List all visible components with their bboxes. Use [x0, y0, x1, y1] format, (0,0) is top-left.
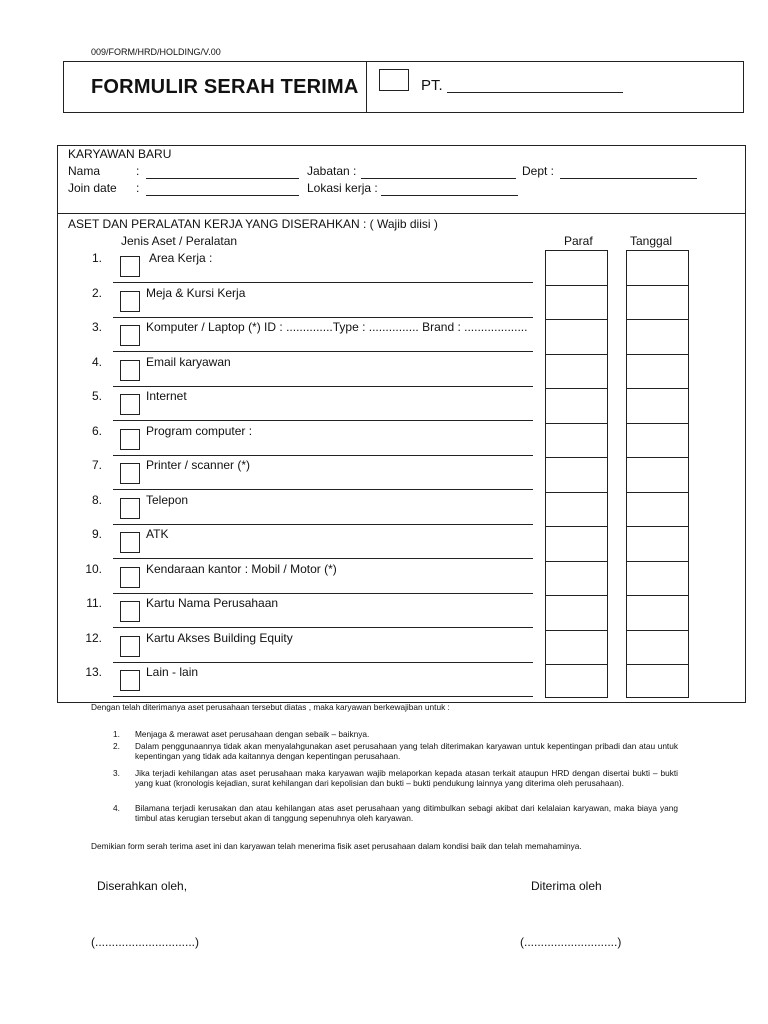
tanggal-column — [626, 250, 689, 698]
form-title: FORMULIR SERAH TERIMA — [91, 76, 359, 98]
asset-item-label: Program computer : — [146, 423, 253, 438]
tanggal-cell-divider — [627, 526, 688, 527]
paraf-cell-divider — [546, 354, 607, 355]
asset-item-number: 3. — [91, 320, 102, 334]
obligation-text: Dalam penggunaannya tidak akan menyalahgunakan aset perusahaan yang telah diterimakan karyawan untuk kepentingan pribadi dan atau untuk kepentingan yang tidak ada kaitannya dengan kepentingan perusahaan. — [135, 741, 678, 762]
join-date-label: Join date — [68, 181, 117, 195]
asset-item-label: Printer / scanner (*) — [146, 458, 251, 472]
diserahkan-oleh-label: Diserahkan oleh, — [97, 879, 188, 893]
nama-label: Nama — [68, 164, 101, 178]
tanggal-cell-divider — [627, 595, 688, 596]
tanggal-header: Tanggal — [630, 234, 673, 248]
asset-item-label: Kartu Nama Perusahaan — [146, 596, 279, 610]
asset-item-line — [113, 558, 533, 559]
paraf-cell-divider — [546, 285, 607, 286]
pt-checkbox[interactable] — [379, 69, 409, 91]
paraf-cell-divider — [546, 388, 607, 389]
asset-item-line — [113, 593, 533, 594]
asset-item-number: 9. — [91, 527, 102, 541]
asset-item-line — [113, 489, 533, 490]
asset-item-line — [113, 282, 533, 283]
asset-item-checkbox[interactable] — [120, 360, 140, 381]
tanggal-cell-divider — [627, 319, 688, 320]
asset-item-label: ATK — [146, 527, 169, 541]
tanggal-cell-divider — [627, 492, 688, 493]
paraf-cell-divider — [546, 319, 607, 320]
jabatan-label: Jabatan : — [307, 164, 357, 178]
tanggal-cell-divider — [627, 664, 688, 665]
asset-item-label: Internet — [146, 389, 187, 403]
nama-field[interactable] — [146, 178, 299, 179]
obligation-number: 2. — [113, 741, 120, 751]
asset-item-checkbox[interactable] — [120, 567, 140, 588]
asset-item-checkbox[interactable] — [120, 291, 140, 312]
asset-item-line — [113, 524, 533, 525]
paraf-cell-divider — [546, 423, 607, 424]
tanggal-cell-divider — [627, 354, 688, 355]
asset-item-checkbox[interactable] — [120, 394, 140, 415]
section-divider — [57, 213, 746, 214]
paraf-column — [545, 250, 608, 698]
tanggal-cell-divider — [627, 561, 688, 562]
document-code: 009/FORM/HRD/HOLDING/V.00 — [91, 47, 221, 57]
paraf-cell-divider — [546, 561, 607, 562]
asset-item-number: 11. — [86, 596, 102, 610]
obligation-number: 3. — [113, 768, 120, 778]
asset-item-checkbox[interactable] — [120, 325, 140, 346]
tanggal-cell-divider — [627, 630, 688, 631]
dept-field[interactable] — [560, 178, 697, 179]
asset-item-label: Email karyawan — [146, 354, 231, 369]
employee-section-title: KARYAWAN BARU — [68, 147, 172, 161]
tanggal-cell-divider — [627, 457, 688, 458]
obligations-intro: Dengan telah diterimanya aset perusahaan tersebut diatas , maka karyawan berkewajiban untuk : — [91, 702, 450, 712]
asset-item-checkbox[interactable] — [120, 463, 140, 484]
asset-item-line — [113, 386, 533, 387]
asset-item-number: 13. — [85, 665, 102, 679]
asset-item-number: 8. — [91, 492, 102, 507]
asset-item-number: 5. — [91, 389, 102, 403]
obligation-text: Bilamana terjadi kerusakan dan atau kehilangan atas aset perusahaan yang ditimbulkan sebagi akibat dari kelalaian karyawan, maka biaya yang timbul atas kerugian tersebut akan di tanggung sepenuhnya oleh karyawan. — [135, 803, 678, 824]
asset-item-line — [113, 455, 533, 456]
assets-section-title: ASET DAN PERALATAN KERJA YANG DISERAHKAN : ( Wajib diisi ) — [68, 217, 438, 231]
diterima-oleh-label: Diterima oleh — [531, 879, 602, 893]
asset-item-line — [113, 627, 533, 628]
tanggal-cell-divider — [627, 423, 688, 424]
obligation-number: 4. — [113, 803, 120, 813]
asset-item-number: 4. — [91, 354, 102, 369]
jabatan-field[interactable] — [361, 178, 516, 179]
asset-item-checkbox[interactable] — [120, 636, 140, 657]
dept-label: Dept : — [522, 164, 555, 178]
lokasi-kerja-label: Lokasi kerja : — [307, 181, 378, 195]
pt-name-field[interactable] — [447, 92, 623, 93]
diterima-signature-field[interactable]: (............................) — [520, 935, 622, 949]
join-date-colon: : — [136, 181, 140, 195]
asset-item-checkbox[interactable] — [120, 670, 140, 691]
asset-item-checkbox[interactable] — [120, 532, 140, 553]
asset-item-number: 2. — [91, 285, 102, 300]
asset-item-line — [113, 662, 533, 663]
asset-item-label: Telepon — [146, 492, 189, 507]
asset-item-label: Area Kerja : — [149, 251, 213, 265]
asset-item-number: 10. — [85, 561, 102, 576]
obligation-number: 1. — [113, 729, 120, 739]
asset-item-label: Kendaraan kantor : Mobil / Motor (*) — [146, 561, 337, 576]
asset-item-checkbox[interactable] — [120, 498, 140, 519]
diserahkan-signature-field[interactable]: (..............................) — [91, 935, 200, 949]
obligation-text: Jika terjadi kehilangan atas aset perusahaan maka karyawan wajib melaporkan kepada atasan terkait ataupun HRD dengan disertai bukti – bukti yang kuat (kronologis kejadian, surat kehilangan dari kepolisian dan bukti – bukti pendukung lainnya yang diterima oleh perusahaan). — [135, 768, 678, 789]
paraf-cell-divider — [546, 595, 607, 596]
paraf-cell-divider — [546, 526, 607, 527]
asset-item-line — [113, 317, 533, 318]
asset-item-line — [113, 696, 533, 697]
obligation-text: Menjaga & merawat aset perusahaan dengan sebaik – baiknya. — [135, 729, 370, 739]
asset-item-number: 7. — [91, 458, 102, 472]
tanggal-cell-divider — [627, 285, 688, 286]
asset-item-checkbox[interactable] — [120, 429, 140, 450]
tanggal-cell-divider — [627, 388, 688, 389]
asset-item-label: Meja & Kursi Kerja — [146, 285, 246, 300]
asset-item-number: 6. — [91, 423, 102, 438]
asset-item-number: 12. — [85, 630, 102, 645]
header-divider — [366, 61, 367, 113]
asset-item-checkbox[interactable] — [120, 256, 140, 277]
closing-statement: Demikian form serah terima aset ini dan karyawan telah menerima fisik aset perusahaan dalam kondisi baik dan telah memahaminya. — [91, 841, 582, 851]
paraf-cell-divider — [546, 630, 607, 631]
asset-item-checkbox[interactable] — [120, 601, 140, 622]
paraf-cell-divider — [546, 664, 607, 665]
lokasi-kerja-field[interactable] — [381, 195, 518, 196]
asset-item-line — [113, 420, 533, 421]
nama-colon: : — [136, 164, 140, 178]
paraf-cell-divider — [546, 492, 607, 493]
asset-item-label: Kartu Akses Building Equity — [146, 630, 293, 645]
paraf-cell-divider — [546, 457, 607, 458]
jenis-aset-header: Jenis Aset / Peralatan — [121, 234, 238, 248]
paraf-header: Paraf — [564, 234, 593, 248]
asset-item-label: Komputer / Laptop (*) ID : ..............Type : ............... Brand : ................... — [146, 320, 528, 334]
pt-label: PT. — [421, 77, 443, 94]
asset-item-number: 1. — [91, 251, 102, 265]
asset-item-label: Lain - lain — [146, 665, 199, 679]
asset-item-line — [113, 351, 533, 352]
join-date-field[interactable] — [146, 195, 299, 196]
